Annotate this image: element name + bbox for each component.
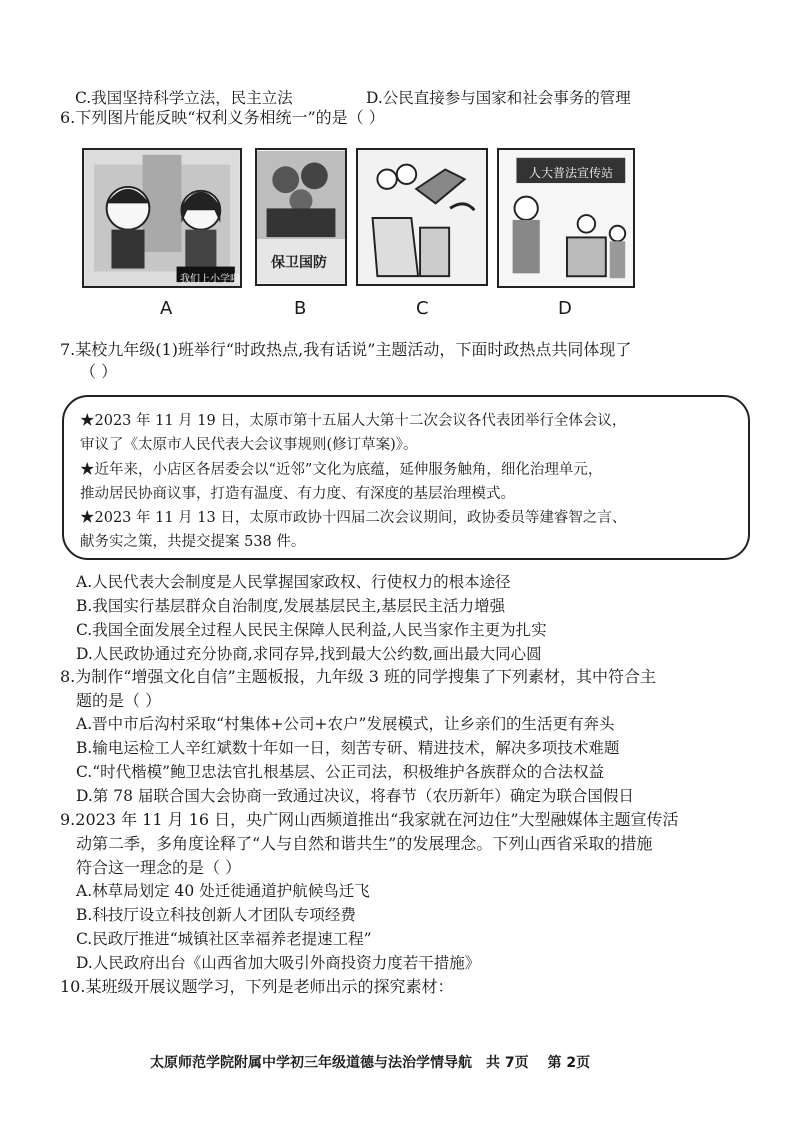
q7-material-line: ★2023 年 11 月 13 日，太原市政协十四届二次会议期间，政协委员等建睿智之言、 [80,510,627,526]
q10-stem: 10.某班级开展议题学习，下列是老师出示的探究素材： [60,977,454,996]
q6-picture-d [497,148,635,288]
q6-label-b: B [294,298,307,319]
page-footer: 太原师范学院附属中学初三年级道德与法治学情导航 共 7页 第 2页 [150,1055,591,1071]
q6-picture-b-text: 保卫国防 [271,255,327,271]
prev-option-d: D.公民直接参与国家和社会事务的管理 [366,89,631,107]
q8-option-b: B.输电运检工人辛红斌数十年如一日，刻苦专研、精进技术，解决多项技术难题 [76,739,620,757]
q9-option-d: D.人民政府出台《山西省加大吸引外商投资力度若干措施》 [76,954,481,972]
q9-stem-line1: 9.2023 年 11 月 16 日，央广网山西频道推出“我家就在河边住”大型融媒体主题宣传活 [60,810,679,829]
q6-picture-a-text: 我们上小学啦 [180,274,240,285]
q7-option-c: C.我国全面发展全过程人民民主保障人民利益,人民当家作主更为扎实 [76,621,547,639]
q9-stem-line3: 符合这一理念的是（ ） [76,858,242,877]
q8-option-a: A.晋中市后沟村采取“村集体+公司+农户”发展模式，让乡亲们的生活更有奔头 [76,715,615,733]
q7-material-line: ★2023 年 11 月 19 日，太原市第十五届人大第十二次会议各代表团举行全体会议， [80,413,627,429]
q7-material-box [62,395,750,560]
q8-stem-line2: 题的是（ ） [76,691,162,710]
prev-option-c: C.我国坚持科学立法，民主立法 [75,89,293,107]
q7-option-b: B.我国实行基层群众自治制度,发展基层民主,基层民主活力增强 [76,597,506,615]
q6-label-a: A [160,298,173,319]
q6-picture-b [255,148,347,286]
q7-option-d: D.人民政协通过充分协商,求同存异,找到最大公约数,画出最大同心圆 [76,645,542,663]
q6-label-c: C [416,298,429,319]
q9-option-b: B.科技厅设立科技创新人才团队专项经费 [76,906,356,924]
q6-picture-a-illustration [84,150,240,286]
q9-stem-line2: 动第二季，多角度诠释了“人与自然和谐共生”的发展理念。下列山西省采取的措施 [76,834,653,853]
q7-option-a: A.人民代表大会制度是人民掌握国家政权、行使权力的根本途径 [76,573,511,591]
q9-option-c: C.民政厅推进“城镇社区幸福养老提速工程” [76,930,372,948]
q7-material-line: ★近年来，小店区各居委会以“近邻”文化为底蕴，延伸服务触角，细化治理单元， [80,462,603,478]
q7-material-line: 审议了《太原市人民代表大会议事规则(修订草案)》。 [80,437,418,453]
q7-stem-line1: 7.某校九年级(1)班举行“时政热点,我有话说”主题活动，下面时政热点共同体现了 [60,340,632,359]
q8-option-c: C.“时代楷模”鲍卫忠法官扎根基层、公正司法，积极维护各族群众的合法权益 [76,763,605,781]
q7-material-line: 献务实之策，共提交提案 538 件。 [80,534,306,550]
q8-option-d: D.第 78 届联合国大会协商一致通过决议，将春节（农历新年）确定为联合国假日 [76,787,634,805]
q6-picture-d-text: 人大普法宣传站 [529,166,614,180]
q6-picture-c-illustration [358,150,486,284]
q6-label-d: D [558,298,572,319]
q6-picture-a [82,148,242,288]
q6-picture-c [356,148,488,286]
q7-stem-line2: （ ） [80,362,118,381]
q7-material-line: 推动居民协商议事，打造有温度、有力度、有深度的基层治理模式。 [80,486,515,502]
q9-option-a: A.林草局划定 40 处迁徙通道护航候鸟迁飞 [76,882,370,900]
q6-stem: 6.下列图片能反映“权利义务相统一”的是（ ） [60,108,385,127]
q8-stem-line1: 8.为制作“增强文化自信”主题板报，九年级 3 班的同学搜集了下列素材，其中符合主 [60,667,656,686]
